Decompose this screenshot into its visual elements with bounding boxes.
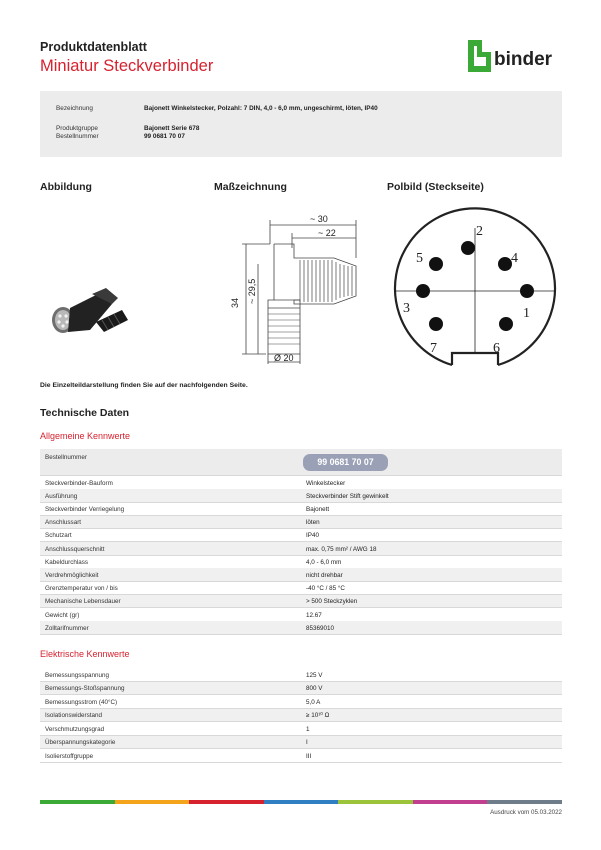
footer-color-segment	[338, 800, 413, 804]
row-label: Verschmutzungsgrad	[45, 725, 105, 733]
table-row	[40, 722, 562, 736]
pin-label-6: 6	[493, 341, 500, 356]
row-label: Isolationswiderstand	[45, 712, 103, 719]
table-row	[40, 736, 562, 750]
row-value: 12.67	[306, 611, 322, 619]
summary-label: Bestellnummer	[56, 133, 99, 140]
dimension-drawing	[214, 208, 364, 370]
binder-logo	[468, 40, 564, 72]
table-row	[40, 709, 562, 723]
print-date: Ausdruck vom 05.03.2022	[490, 809, 562, 816]
order-number-row	[40, 449, 562, 476]
row-label: Verdrehmöglichkeit	[45, 571, 99, 579]
table-row	[40, 568, 562, 582]
page-title: Miniatur Steckverbinder	[40, 57, 214, 75]
footer-color-segment	[413, 800, 488, 804]
footer-color-segment	[487, 800, 562, 804]
pin-label-3: 3	[403, 301, 410, 316]
pin-3	[416, 284, 430, 298]
row-value: 4,0 - 6,0 mm	[306, 558, 342, 566]
pin-label-1: 1	[523, 306, 530, 321]
electrical-heading: Elektrische Kennwerte	[40, 649, 130, 659]
heading-pinout: Polbild (Steckseite)	[387, 181, 484, 193]
dim-34: 34	[230, 297, 240, 308]
row-value: nicht drehbar	[306, 571, 343, 579]
row-label: Isolierstoffgruppe	[45, 752, 94, 760]
row-value: 1	[306, 725, 310, 733]
row-value: Winkelstecker	[306, 479, 346, 487]
table-row	[40, 749, 562, 763]
table-row	[40, 621, 562, 635]
row-value: III	[306, 752, 312, 760]
pin-label-4: 4	[511, 251, 518, 266]
pinout-diagram	[390, 206, 560, 376]
pin-1	[520, 284, 534, 298]
heading-drawing: Maßzeichnung	[214, 181, 287, 193]
table-row	[40, 516, 562, 530]
pin-5	[429, 257, 443, 271]
row-label: Grenztemperatur von / bis	[45, 585, 118, 593]
table-row	[40, 695, 562, 709]
pin-4	[498, 257, 512, 271]
row-value: I	[306, 739, 308, 746]
row-label: Schutzart	[45, 532, 72, 540]
dim-30: ~ 30	[310, 214, 328, 224]
dim-20: Ø 20	[274, 353, 294, 363]
row-label: Überspannungskategorie	[45, 739, 116, 746]
row-value: ≥ 10¹⁰ Ω	[306, 712, 330, 719]
pinout-key	[452, 353, 498, 365]
footer-color-segment	[40, 800, 115, 804]
footer-color-segment	[115, 800, 190, 804]
summary-label: Bezeichnung	[56, 105, 93, 112]
table-row	[40, 529, 562, 543]
general-heading: Allgemeine Kennwerte	[40, 431, 131, 441]
row-value: 85369010	[306, 624, 335, 632]
table-row	[40, 502, 562, 516]
row-label: Ausführung	[45, 492, 78, 500]
footer-color-segment	[189, 800, 264, 804]
footer-color-segment	[264, 800, 339, 804]
row-label: Mechanische Lebensdauer	[45, 598, 121, 606]
row-value: Steckverbinder Stift gewinkelt	[306, 492, 389, 500]
row-label: Gewicht (gr)	[45, 611, 80, 619]
order-number-badge: 99 0681 70 07	[303, 454, 388, 471]
order-number-label: Bestellnummer	[45, 454, 87, 461]
row-label: Anschlussart	[45, 519, 82, 527]
row-label: Anschlussquerschnitt	[45, 545, 105, 553]
row-label: Steckverbinder Verriegelung	[45, 505, 125, 513]
table-row	[40, 595, 562, 609]
row-value: IP40	[306, 532, 319, 540]
summary-label: Produktgruppe	[56, 125, 98, 132]
row-value: > 500 Steckzyklen	[306, 598, 358, 606]
table-row	[40, 555, 562, 569]
table-row	[40, 668, 562, 682]
table-row	[40, 489, 562, 503]
footer-color-bar	[40, 800, 562, 804]
pin-7	[429, 317, 443, 331]
row-value: 800 V	[306, 685, 323, 692]
row-label: Kabeldurchlass	[45, 558, 89, 566]
row-value: Bajonett	[306, 505, 330, 513]
pin-label-7: 7	[430, 341, 437, 356]
row-value: -40 °C / 85 °C	[306, 585, 345, 593]
row-value: 125 V	[306, 671, 323, 679]
row-value: max. 0,75 mm² / AWG 18	[306, 545, 377, 553]
table-row	[40, 476, 562, 490]
summary-value: Bajonett Serie 678	[144, 125, 200, 132]
row-label: Bemessungs-Stoßspannung	[45, 685, 125, 692]
pin-label-5: 5	[416, 251, 423, 266]
summary-value: 99 0681 70 07	[144, 133, 185, 140]
summary-value: Bajonett Winkelstecker, Polzahl: 7 DIN, 4,0 - 6,0 mm, ungeschirmt, löten, IP40	[144, 105, 378, 112]
table-row	[40, 682, 562, 696]
table-row	[40, 608, 562, 622]
pin-2	[461, 241, 475, 255]
row-label: Bemessungsspannung	[45, 671, 110, 679]
row-label: Zolltarifnummer	[45, 624, 89, 632]
dim-29-5: ~ 29,5	[247, 278, 257, 304]
pin-label-2: 2	[476, 224, 483, 239]
doc-type: Produktdatenblatt	[40, 40, 147, 54]
pin-6	[499, 317, 513, 331]
dim-22: ~ 22	[318, 228, 336, 238]
logo-text: binder	[494, 49, 553, 70]
row-label: Bemessungsstrom (40°C)	[45, 698, 118, 706]
note-text: Die Einzelteildarstellung finden Sie auf der nachfolgenden Seite.	[40, 382, 248, 389]
heading-image: Abbildung	[40, 181, 92, 193]
row-label: Steckverbinder-Bauform	[45, 479, 113, 487]
summary-box	[40, 91, 562, 157]
table-row	[40, 582, 562, 596]
section-heading: Technische Daten	[40, 407, 130, 419]
product-image	[48, 280, 136, 340]
table-row	[40, 542, 562, 556]
row-value: 5,0 A	[306, 698, 321, 706]
row-value: löten	[306, 519, 320, 527]
